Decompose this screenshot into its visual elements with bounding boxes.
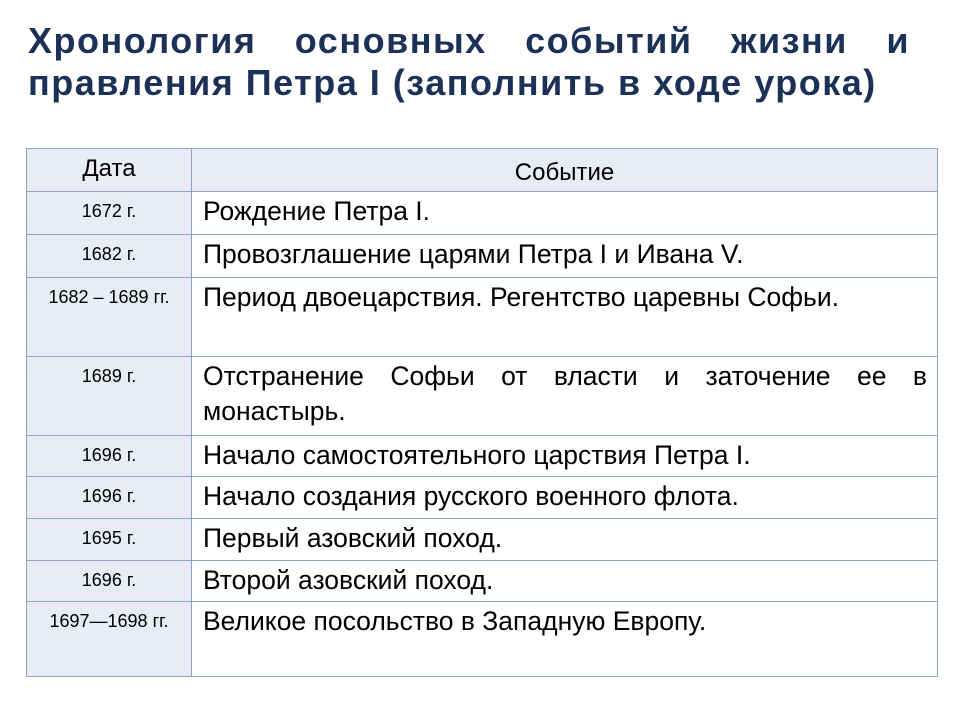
chronology-table <box>26 148 938 677</box>
date-cell: 1682 г. <box>27 235 192 278</box>
table-row <box>27 235 938 278</box>
date-cell: 1682 – 1689 гг. <box>27 278 192 357</box>
date-cell: 1689 г. <box>27 357 192 436</box>
date-cell: 1672 г. <box>27 192 192 235</box>
date-cell: 1696 г. <box>27 477 192 519</box>
event-cell: Отстранение Софьи от власти и заточение ее в монастырь. <box>192 357 938 436</box>
table-body <box>27 192 938 677</box>
event-cell: Великое посольство в Западную Европу. <box>192 602 938 677</box>
table-row <box>27 561 938 602</box>
event-cell: Начало создания русского военного флота. <box>192 477 938 519</box>
table-row <box>27 436 938 477</box>
table-header <box>27 149 938 192</box>
header-row <box>27 149 938 192</box>
table-row <box>27 278 938 357</box>
header-event: Событие <box>192 149 938 192</box>
table-row <box>27 477 938 519</box>
event-cell: Провозглашение царями Петра I и Ивана V. <box>192 235 938 278</box>
table-row <box>27 192 938 235</box>
table-row <box>27 602 938 677</box>
event-cell: Начало самостоятельного царствия Петра I. <box>192 436 938 477</box>
date-cell: 1695 г. <box>27 519 192 561</box>
page-title: Хронология основных событий жизни и правления Петра I (заполнить в ходе урока) <box>28 20 910 103</box>
event-cell: Рождение Петра I. <box>192 192 938 235</box>
event-cell: Первый азовский поход. <box>192 519 938 561</box>
table-row <box>27 357 938 436</box>
event-cell: Второй азовский поход. <box>192 561 938 602</box>
event-cell: Период двоецарствия. Регентство царевны Софьи. <box>192 278 938 357</box>
date-cell: 1696 г. <box>27 561 192 602</box>
table-row <box>27 519 938 561</box>
header-date: Дата <box>27 149 192 192</box>
date-cell: 1696 г. <box>27 436 192 477</box>
date-cell: 1697—1698 гг. <box>27 602 192 677</box>
